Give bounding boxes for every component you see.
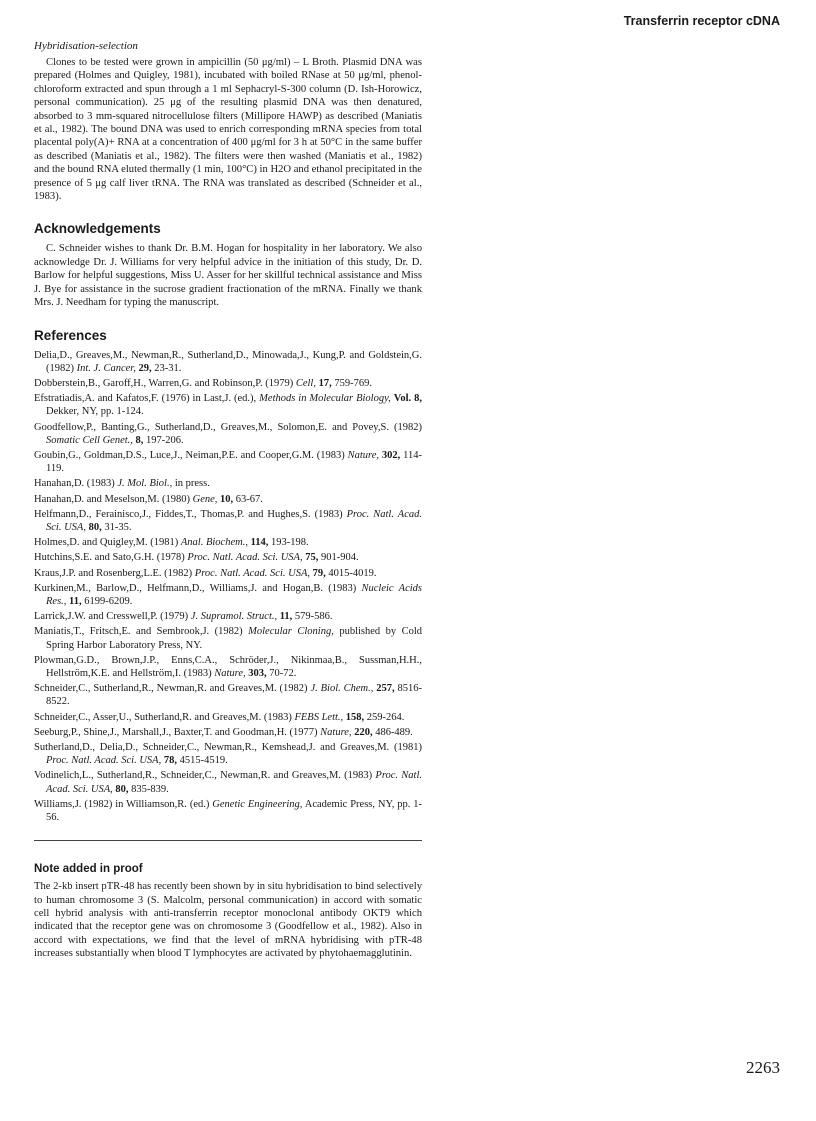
reference-volume: 11, — [279, 611, 293, 623]
reference-pages: 63-67. — [235, 493, 263, 505]
reference-pages: 70-72. — [269, 667, 297, 679]
reference-journal: J. Mol. Biol., — [117, 478, 173, 490]
reference-item — [34, 726, 422, 739]
acknowledgements-heading: Acknowledgements — [34, 221, 161, 237]
reference-volume: 80, — [115, 783, 129, 795]
reference-authors: Delia,D., Greaves,M., Newman,R., Sutherland,D., Minowada,J., Kung,P. and Goldstein,G. (1982) — [34, 349, 422, 374]
reference-pages: 486-489. — [375, 726, 413, 738]
reference-pages: 4515-4519. — [179, 755, 228, 767]
reference-item — [34, 798, 422, 824]
reference-journal: Int. J. Cancer, — [76, 362, 136, 374]
reference-list — [34, 349, 422, 825]
reference-pages: 193-198. — [271, 537, 309, 549]
reference-pages: 114-119. — [46, 449, 423, 475]
reference-authors: Williams,J. (1982) in Williamson,R. (ed.) — [34, 798, 210, 810]
reference-pages: 259-264. — [366, 711, 405, 723]
reference-volume: 257, — [376, 683, 395, 695]
reference-journal: Anal. Biochem., — [180, 537, 248, 549]
reference-pages: 579-586. — [294, 611, 333, 623]
reference-journal: FEBS Lett., — [294, 711, 344, 723]
reference-item — [34, 625, 422, 651]
reference-item — [34, 377, 422, 390]
reference-journal: Proc. Natl. Acad. Sci. USA, — [46, 755, 162, 767]
methods-paragraph: Clones to be tested were grown in ampicillin (50 μg/ml) – L Broth. Plasmid DNA was prepared (Holmes and Quigley, 1981), incubated with boiled RNase at 50 μg/ml, phenol-chloroform extracted and spun through a 1 ml Sephacryl-S-300 column (D. Ish-Horowicz, personal communication). 25 μg of the resulting plasmid DNA was then denatured, absorbed to 3 mm-squared nitrocellulose filters (Millipore HAWP) as described (Maniatis et al., 1982). The bound DNA was used to enrich corresponding mRNA species from total placental poly(A)+ RNA at a concentration of 400 μg/ml for 3 h at 50°C in the same buffer as described (Maniatis et al., 1982). The filters were then washed (Maniatis et al., 1982) and the bound RNA eluted thermally (1 min, 100°C) in H2O and ethanol precipitated in the presence of 5 μg calf liver tRNA. The RNA was translated as described (Schneider et al., 1983). — [34, 57, 422, 203]
reference-item — [34, 493, 422, 506]
reference-authors: Schneider,C., Sutherland,R., Newman,R. and Greaves,M. (1982) — [34, 683, 308, 695]
reference-volume: 29, — [138, 362, 152, 374]
reference-pages: Academic Press, NY, pp. 1-56. — [46, 798, 423, 823]
reference-authors: Hutchins,S.E. and Sato,G.H. (1978) — [34, 552, 185, 564]
reference-journal: Proc. Natl. Acad. Sci. USA, — [46, 770, 423, 795]
reference-volume: 80, — [88, 521, 102, 533]
reference-item — [34, 536, 422, 549]
reference-volume: 114, — [250, 537, 269, 549]
reference-volume: 11, — [69, 595, 82, 607]
reference-journal: Proc. Natl. Acad. Sci. USA, — [46, 508, 422, 533]
reference-authors: Maniatis,T., Fritsch,E. and Sembrook,J. (1982) — [34, 626, 243, 638]
note-paragraph: The 2-kb insert pTR-48 has recently been shown by in situ hybridisation to bind selectively to human chromosome 3 (S. Malcolm, personal communication) in accord with somatic cell hybrid analysis with anti-transferrin receptor monoclonal antibody OKT9 which indicated that the receptor gene was on chromosome 3 (Goodfellow et al., 1982). Also in accord with expectations, we find that the level of mRNA hybridising with pTR-48 increases substantially when blood T lymphocytes are activated by phytohaemagglutinin. — [34, 881, 422, 960]
reference-volume: 8, — [135, 434, 144, 446]
reference-item — [34, 610, 422, 623]
reference-item — [34, 392, 422, 418]
reference-authors: Goubin,G., Goldman,D.S., Luce,J., Neiman,P.E. and Cooper,G.M. (1983) — [34, 449, 345, 461]
reference-volume: 10, — [220, 493, 234, 505]
reference-pages: 835-839. — [131, 783, 169, 795]
reference-authors: Helfmann,D., Ferainisco,J., Fiddes,T., Thomas,P. and Hughes,S. (1983) — [34, 508, 343, 520]
reference-journal: Somatic Cell Genet., — [46, 434, 133, 446]
reference-pages: 31-35. — [104, 521, 132, 533]
reference-item — [34, 769, 422, 795]
reference-authors: Hanahan,D. (1983) — [34, 478, 115, 490]
acknowledgements-paragraph: C. Schneider wishes to thank Dr. B.M. Hogan for hospitality in her laboratory. We also acknowledge Dr. J. Williams for very helpful advice in the initiation of this study, Dr. D. Barlow for helpful suggestions, Miss U. Asser for her skillful technical assistance and Miss J. Bye for assistance in the sucrose gradient fractionation of the mRNA. Finally we thank Mrs. J. Needham for typing the manuscript. — [34, 243, 422, 309]
reference-authors: Larrick,J.W. and Cresswell,P. (1979) — [34, 611, 189, 623]
reference-volume: 79, — [312, 567, 326, 579]
reference-authors: Seeburg,P., Shine,J., Marshall,J., Baxter,T. and Goodman,H. (1977) — [34, 726, 318, 738]
reference-authors: Efstratiadis,A. and Kafatos,F. (1976) in Last,J. (ed.), — [34, 393, 257, 405]
reference-journal: J. Supramol. Struct., — [190, 611, 278, 623]
reference-journal: Gene, — [192, 493, 218, 505]
reference-pages: 4015-4019. — [328, 567, 377, 579]
reference-volume: 220, — [354, 726, 373, 738]
reference-journal: Nature, — [347, 449, 380, 461]
reference-item — [34, 711, 422, 724]
reference-pages: 8516-8522. — [46, 683, 423, 708]
reference-authors: Kraus,J.P. and Rosenberg,L.E. (1982) — [34, 567, 193, 579]
reference-item — [34, 682, 422, 708]
text-column — [34, 40, 422, 961]
reference-pages: 23-31. — [154, 362, 182, 374]
reference-item — [34, 654, 422, 680]
reference-volume: 78, — [163, 755, 177, 767]
reference-volume: 302, — [381, 449, 401, 461]
note-section — [34, 863, 422, 960]
reference-pages: 901-904. — [320, 552, 359, 564]
reference-journal: Molecular Cloning, — [248, 626, 334, 638]
note-heading: Note added in proof — [34, 863, 143, 876]
reference-authors: Dobberstein,B., Garoff,H., Warren,G. and Robinson,P. (1979) — [34, 377, 294, 389]
reference-authors: Vodinelich,L., Sutherland,R., Schneider,C., Newman,R. and Greaves,M. (1983) — [34, 770, 373, 782]
references-heading: References — [34, 327, 107, 343]
reference-authors: Sutherland,D., Delia,D., Schneider,C., Newman,R., Kemshead,J. and Greaves,M. (1981) — [34, 741, 422, 753]
reference-pages: published by Cold Spring Harbor Laboratory Press, NY. — [46, 626, 423, 651]
reference-journal: Proc. Natl. Acad. Sci. USA, — [187, 552, 303, 564]
reference-pages: 759-769. — [334, 377, 372, 389]
reference-pages: 197-206. — [146, 434, 184, 446]
reference-volume: 17, — [318, 377, 332, 389]
reference-item — [34, 449, 422, 475]
reference-journal: Proc. Natl. Acad. Sci. USA, — [194, 567, 310, 579]
reference-authors: Holmes,D. and Quigley,M. (1981) — [34, 537, 179, 549]
methods-subheading: Hybridisation-selection — [34, 40, 138, 52]
reference-pages: 6199-6209. — [84, 595, 133, 607]
reference-item — [34, 508, 422, 534]
reference-volume: Vol. 8, — [393, 393, 423, 405]
reference-item — [34, 741, 422, 767]
reference-item — [34, 582, 422, 608]
reference-item — [34, 551, 422, 564]
reference-journal: J. Biol. Chem., — [310, 683, 374, 695]
reference-volume: 158, — [345, 711, 365, 723]
reference-journal: Genetic Engineering, — [212, 798, 303, 810]
running-head: Transferrin receptor cDNA — [623, 14, 780, 28]
reference-journal: Methods in Molecular Biology, — [259, 393, 391, 405]
reference-journal: Nucleic Acids Res., — [46, 582, 422, 607]
reference-pages: Dekker, NY, pp. 1-124. — [46, 406, 144, 418]
reference-item — [34, 421, 422, 447]
reference-item — [34, 477, 422, 490]
reference-item — [34, 349, 422, 375]
reference-journal: Nature, — [214, 667, 246, 679]
reference-volume: 75, — [305, 552, 319, 564]
reference-authors: Plowman,G.D., Brown,J.P., Enns,C.A., Schröder,J., Nikinmaa,B., Sussman,H.H., Hellström,K.E. and Hellström,I. (1983) — [34, 654, 422, 679]
reference-authors: Kurkinen,M., Barlow,D., Helfmann,D., Williams,J. and Hogan,B. (1983) — [34, 582, 357, 594]
reference-volume: 303, — [248, 667, 267, 679]
reference-authors: Schneider,C., Asser,U., Sutherland,R. and Greaves,M. (1983) — [34, 711, 292, 723]
reference-journal: Nature, — [320, 726, 352, 738]
reference-authors: Hanahan,D. and Meselson,M. (1980) — [34, 493, 191, 505]
reference-authors: Goodfellow,P., Banting,G., Sutherland,D., Greaves,M., Solomon,E. and Povey,S. (1982) — [34, 421, 422, 433]
section-divider — [34, 840, 422, 841]
page-number: 2263 — [746, 1058, 780, 1077]
reference-item — [34, 567, 422, 580]
reference-pages: in press. — [174, 478, 210, 490]
reference-journal: Cell, — [295, 377, 316, 389]
